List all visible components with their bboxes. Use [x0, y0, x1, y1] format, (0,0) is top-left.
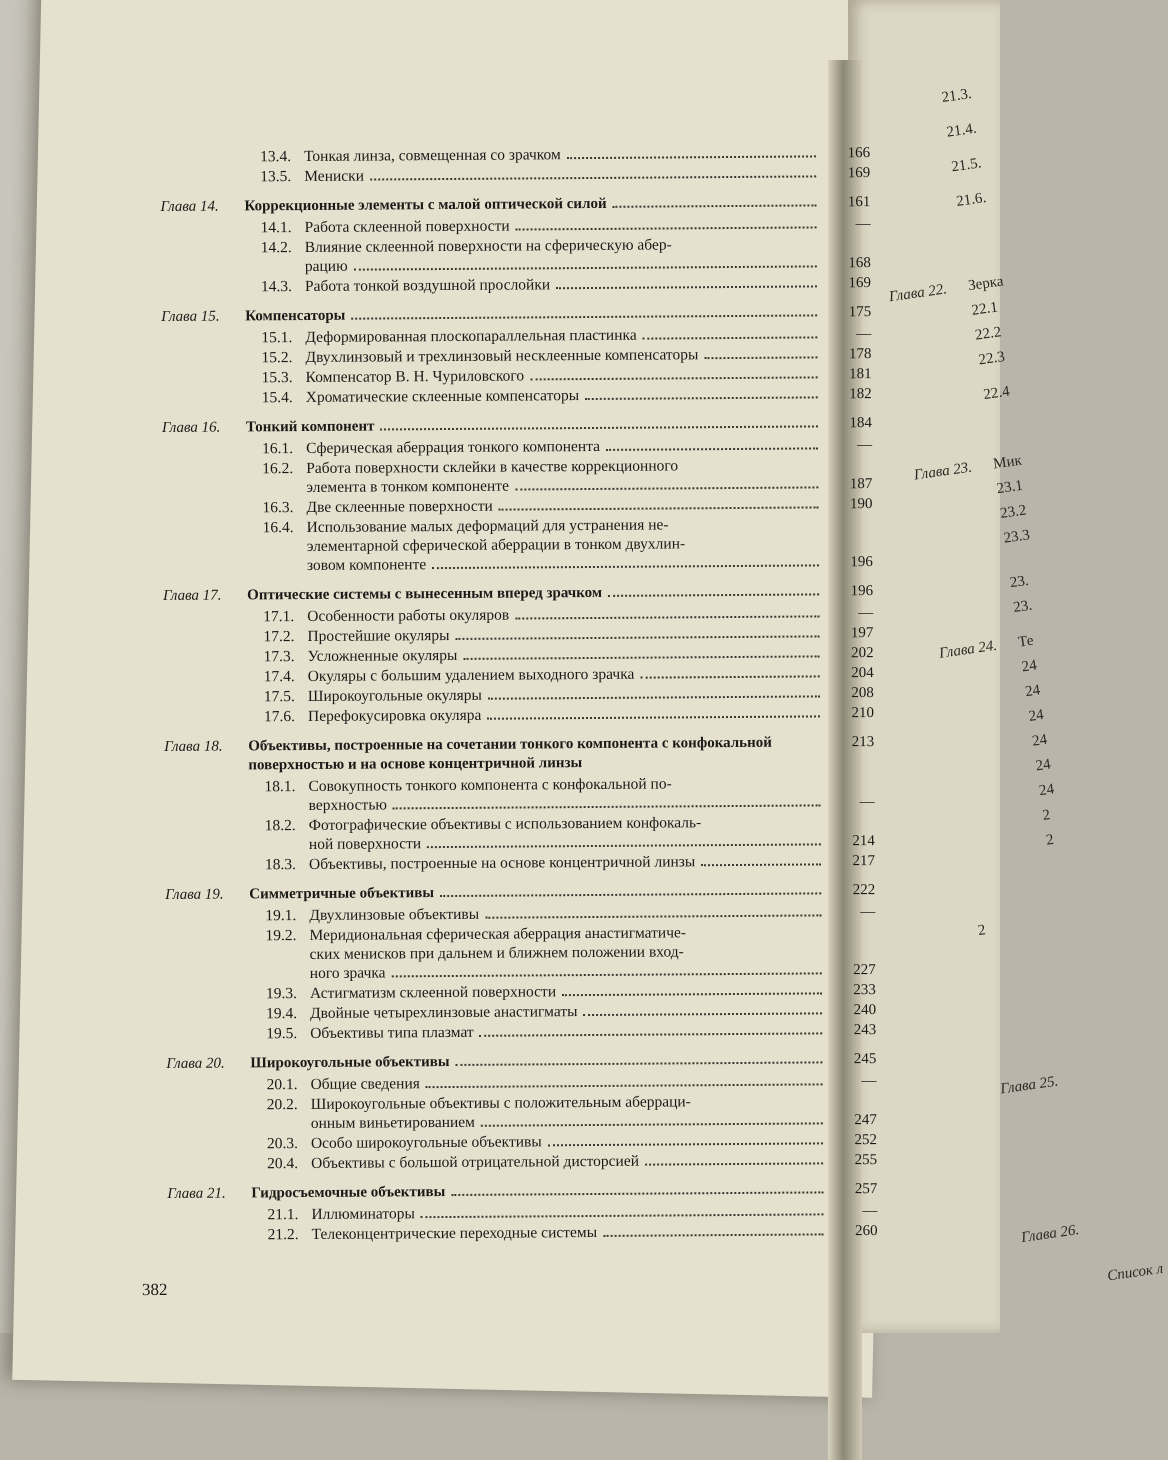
chapter-label: Глава 17. — [163, 586, 247, 606]
chapter-label: Глава 14. — [160, 197, 244, 217]
chapter-page: 213 — [826, 733, 874, 752]
section-page: 240 — [828, 1001, 876, 1020]
toc-chapter — [160, 143, 870, 188]
section-page: — — [822, 215, 870, 234]
chapter-heading — [166, 1050, 876, 1074]
section-title: ного зрачка — [310, 963, 386, 983]
section-title: Меридиональная сферическая аберрация анастигматиче- — [309, 922, 875, 945]
right-section-fragment: 24 — [1028, 707, 1045, 726]
section-title: Две склеенные поверхности — [306, 497, 492, 517]
section-page: — — [827, 903, 875, 922]
chapter-heading — [161, 303, 871, 327]
right-section-fragment: 22.2 — [974, 324, 1002, 344]
right-section-fragment: 2 — [1042, 807, 1052, 825]
section-page: 178 — [823, 345, 871, 364]
right-chapter-label: Глава 23. — [913, 460, 973, 485]
chapter-title: Объективы, построенные на сочетании тонкого компонента с конфокальной поверхностью и на основе концентричной линзы — [248, 733, 826, 775]
section-title: Окуляры с большим удалением выходного зрачка — [308, 665, 635, 686]
section-number: 19.1. — [265, 906, 309, 925]
dot-leader — [613, 204, 817, 207]
section-title: Широкоугольные объективы с положительным аберраци- — [311, 1091, 877, 1114]
chapter-title: Тонкий компонент — [246, 418, 375, 438]
section-number: 16.1. — [262, 439, 306, 458]
section-number: 20.1. — [266, 1075, 310, 1094]
section-title: Общие сведения — [310, 1074, 419, 1094]
dot-leader — [463, 655, 819, 659]
section-number: 17.3. — [263, 647, 307, 666]
right-chapter-label: Список л — [1106, 1261, 1164, 1286]
section-title: Использование малых деформаций для устранения не- — [307, 514, 873, 537]
section-title: Двухлинзовые объективы — [309, 905, 479, 925]
section-number: 16.3. — [262, 498, 306, 517]
chapter-label: Глава 21. — [167, 1184, 251, 1204]
chapter-heading — [160, 193, 870, 217]
section-page: — — [823, 325, 871, 344]
right-chapter-label: Глава 25. — [999, 1074, 1059, 1099]
section-page: 260 — [830, 1222, 878, 1241]
section-number: 18.1. — [264, 777, 308, 796]
section-page: 227 — [828, 961, 876, 980]
section-title: онным виньетированием — [311, 1113, 475, 1133]
section-title: Тонкая линза, совмещенная со зрачком — [304, 145, 561, 166]
dot-leader — [499, 506, 819, 510]
section-page: 210 — [826, 704, 874, 723]
chapter-page: 196 — [825, 582, 873, 601]
chapter-page: 161 — [822, 193, 870, 212]
section-page: — — [829, 1202, 877, 1221]
section-title: Объективы с большой отрицательной дисторсией — [311, 1152, 639, 1173]
section-title: Работа склеенной поверхности — [304, 217, 509, 237]
dot-leader — [351, 314, 817, 319]
section-page: 166 — [822, 144, 870, 163]
section-page: — — [825, 604, 873, 623]
dot-leader — [556, 285, 817, 289]
section-row — [162, 384, 872, 409]
section-number: 13.4. — [260, 147, 304, 166]
section-title: Объективы, построенные на основе концентричной линзы — [309, 852, 695, 874]
section-page: 169 — [822, 164, 870, 183]
dot-leader — [585, 396, 818, 400]
chapter-page: 257 — [829, 1180, 877, 1199]
section-number: 17.2. — [263, 627, 307, 646]
section-title: Двухлинзовый и трехлинзовый несклеенные компенсаторы — [305, 345, 698, 367]
section-title: Телеконцентрические переходные системы — [312, 1223, 598, 1244]
section-page: 204 — [826, 664, 874, 683]
right-section-fragment: 23.1 — [996, 478, 1024, 498]
section-title: Особо широкоугольные объективы — [311, 1132, 542, 1153]
chapter-label: Глава 18. — [164, 737, 248, 757]
section-page: 202 — [825, 644, 873, 663]
section-title: Сферическая аберрация тонкого компонента — [306, 437, 600, 458]
dot-leader — [480, 1032, 823, 1036]
section-number: 19.4. — [266, 1004, 310, 1023]
chapter-title: Широкоугольные объективы — [250, 1053, 449, 1073]
section-page: 182 — [824, 385, 872, 404]
dot-leader — [584, 1012, 823, 1016]
right-chapter-label: Глава 22. — [888, 281, 948, 306]
dot-leader — [451, 1191, 823, 1196]
dot-leader — [548, 1142, 823, 1146]
section-page: 169 — [823, 274, 871, 293]
section-title: Мениски — [304, 167, 364, 186]
right-chapter-label: Глава 26. — [1020, 1222, 1080, 1247]
dot-leader — [643, 336, 818, 339]
section-title: Совокупность тонкого компонента с конфокальной по- — [308, 773, 874, 796]
dot-leader — [370, 175, 816, 180]
section-title: ских менисков при дальнем и ближнем положении вход- — [310, 941, 876, 964]
dot-leader — [488, 695, 820, 699]
right-section-fragment: 24 — [1024, 682, 1041, 701]
section-title: Усложненные окуляры — [307, 646, 457, 666]
right-section-fragment: 2 — [1045, 832, 1055, 850]
dot-leader — [704, 356, 817, 359]
section-page: 255 — [829, 1151, 877, 1170]
section-number: 20.4. — [267, 1154, 311, 1173]
section-title: рацию — [305, 257, 348, 276]
section-title: ной поверхности — [309, 834, 421, 854]
right-chapter-label: Глава 24. — [938, 638, 998, 663]
right-section-fragment: 24 — [1031, 732, 1048, 751]
section-title: Широкоугольные окуляры — [308, 686, 482, 706]
section-title: зовом компоненте — [307, 555, 426, 575]
section-number: 19.5. — [266, 1024, 310, 1043]
chapter-title: Симметричные объективы — [249, 884, 434, 904]
section-title: верхностью — [309, 795, 387, 815]
section-number: 15.4. — [262, 388, 306, 407]
dot-leader — [640, 675, 819, 678]
chapter-label: Глава 16. — [162, 418, 246, 438]
right-section-fragment: 21.3. — [941, 86, 973, 107]
right-section-fragment: 23.3 — [1003, 527, 1031, 547]
section-page: 196 — [825, 553, 873, 572]
dot-leader — [392, 972, 822, 977]
section-page: 190 — [824, 495, 872, 514]
dot-leader — [606, 447, 818, 450]
dot-leader — [645, 1162, 823, 1165]
dot-leader — [426, 1083, 823, 1088]
chapter-heading — [164, 733, 874, 776]
dot-leader — [380, 425, 818, 430]
dot-leader — [485, 914, 821, 918]
section-title: Компенсатор В. Н. Чуриловского — [306, 366, 525, 387]
right-section-fragment: 22.3 — [978, 349, 1006, 369]
dot-leader — [455, 635, 819, 640]
chapter-label: Глава 20. — [166, 1054, 250, 1074]
section-page: 247 — [829, 1111, 877, 1130]
right-section-fragment: Мик — [992, 453, 1023, 474]
dot-leader — [530, 376, 818, 380]
page-number: 382 — [142, 1280, 168, 1300]
dot-leader — [487, 715, 820, 719]
section-number: 19.3. — [266, 984, 310, 1003]
chapter-page: 175 — [823, 303, 871, 322]
right-section-fragment: 21.4. — [946, 121, 978, 142]
toc-chapter — [163, 582, 874, 728]
section-title: Работа тонкой воздушной прослойки — [305, 275, 550, 296]
chapter-page: 222 — [827, 881, 875, 900]
section-number: 17.6. — [264, 707, 308, 726]
right-section-fragment: Зерка — [967, 273, 1004, 295]
chapter-heading — [162, 414, 872, 438]
section-title: Работа поверхности склейки в качестве коррекционного — [306, 455, 872, 478]
chapter-label: Глава 19. — [165, 885, 249, 905]
section-page: 181 — [824, 365, 872, 384]
section-page: 168 — [823, 254, 871, 273]
chapter-label: Глава 15. — [161, 307, 245, 327]
dot-leader — [427, 843, 821, 848]
dot-leader — [608, 593, 819, 596]
chapter-heading — [165, 881, 875, 905]
toc-chapter — [160, 193, 871, 298]
section-page: — — [824, 436, 872, 455]
section-number: 20.3. — [267, 1134, 311, 1153]
toc-chapter — [162, 414, 873, 577]
dot-leader — [515, 486, 818, 490]
section-number: 15.3. — [262, 368, 306, 387]
section-page: 217 — [827, 852, 875, 871]
section-number: 21.1. — [267, 1205, 311, 1224]
section-title: Астигматизм склеенной поверхности — [310, 982, 556, 1003]
chapter-page: 245 — [828, 1050, 876, 1069]
section-title: Деформированная плоскопараллельная пластинка — [305, 326, 636, 347]
chapter-heading — [167, 1180, 877, 1204]
chapter-title: Гидросъемочные объективы — [251, 1183, 445, 1203]
section-page: 233 — [828, 981, 876, 1000]
toc-chapter — [165, 881, 876, 1045]
section-number: 13.5. — [260, 167, 304, 186]
section-number: 20.2. — [267, 1095, 311, 1114]
section-row — [160, 163, 870, 188]
section-row — [168, 1221, 878, 1246]
dot-leader — [456, 1061, 823, 1066]
section-row — [165, 851, 875, 876]
right-section-fragment: 23.2 — [999, 502, 1027, 522]
right-section-fragment: 2 — [977, 922, 987, 940]
section-page: 214 — [827, 832, 875, 851]
toc-chapter — [161, 303, 872, 409]
right-section-fragment: 22.4 — [982, 384, 1010, 404]
dot-leader — [701, 863, 821, 866]
section-page: 208 — [826, 684, 874, 703]
section-row — [164, 703, 874, 728]
toc-chapter — [167, 1180, 877, 1246]
section-number: 16.4. — [263, 518, 307, 537]
right-section-fragment: 23. — [1009, 573, 1030, 592]
dot-leader — [603, 1233, 823, 1237]
dot-leader — [421, 1213, 824, 1218]
dot-leader — [515, 615, 819, 619]
section-continuation — [163, 552, 873, 577]
section-title: Перефокусировка окуляра — [308, 706, 482, 726]
dot-leader — [393, 804, 821, 809]
chapter-page: 184 — [824, 414, 872, 433]
right-section-fragment: 24 — [1038, 781, 1055, 800]
section-page: — — [828, 1072, 876, 1091]
dot-leader — [481, 1122, 823, 1126]
section-number: 19.2. — [265, 926, 309, 945]
section-row — [167, 1150, 877, 1175]
section-number: 17.5. — [264, 687, 308, 706]
dot-leader — [516, 226, 817, 230]
section-row — [161, 273, 871, 298]
chapter-title: Коррекционные элементы с малой оптической силой — [244, 195, 606, 217]
section-number: 17.1. — [263, 607, 307, 626]
section-number: 16.2. — [262, 459, 306, 478]
chapter-heading — [163, 582, 873, 606]
right-section-fragment: 21.5. — [950, 155, 982, 176]
section-title: элемента в тонком компоненте — [306, 477, 509, 497]
section-title: Объективы типа плазмат — [310, 1023, 474, 1043]
toc-chapter — [164, 733, 875, 876]
section-number: 14.2. — [261, 238, 305, 257]
section-number: 18.2. — [265, 816, 309, 835]
chapter-title: Компенсаторы — [245, 307, 345, 327]
section-number: 14.3. — [261, 277, 305, 296]
right-section-fragment: Те — [1017, 633, 1034, 652]
section-page: 243 — [828, 1021, 876, 1040]
section-number: 17.4. — [264, 667, 308, 686]
section-row — [166, 1020, 876, 1045]
section-number: 14.1. — [260, 218, 304, 237]
chapter-title: Оптические системы с вынесенным вперед зрачком — [247, 584, 602, 605]
dot-leader — [432, 564, 819, 569]
section-title: Хроматические склеенные компенсаторы — [306, 386, 579, 407]
right-section-fragment: 22.1 — [971, 299, 999, 319]
dot-leader — [354, 265, 817, 270]
dot-leader — [562, 992, 822, 996]
table-of-contents — [160, 143, 878, 1256]
dot-leader — [440, 892, 821, 897]
section-page: 187 — [824, 475, 872, 494]
dot-leader — [567, 155, 816, 159]
section-page: — — [827, 793, 875, 812]
section-number: 21.2. — [268, 1225, 312, 1244]
section-title: Простейшие окуляры — [307, 626, 449, 646]
section-title: Влияние склеенной поверхности на сферическую абер- — [305, 234, 871, 257]
section-page: 252 — [829, 1131, 877, 1150]
section-title: Особенности работы окуляров — [307, 606, 509, 626]
section-number: 15.1. — [261, 328, 305, 347]
right-section-fragment: 21.6. — [955, 190, 987, 211]
right-section-fragment: 24 — [1035, 757, 1052, 776]
toc-chapter — [166, 1050, 877, 1175]
section-number: 15.2. — [261, 348, 305, 367]
section-title: Иллюминаторы — [311, 1204, 415, 1224]
right-section-fragment: 24 — [1021, 657, 1038, 676]
section-page: 197 — [825, 624, 873, 643]
section-title: Фотографические объективы с использованием конфокаль- — [309, 812, 875, 835]
right-section-fragment: 23. — [1012, 598, 1033, 617]
section-title: элементарной сферической аберрации в тонком двухлин- — [307, 533, 873, 556]
section-title: Двойные четырехлинзовые анастигматы — [310, 1002, 578, 1023]
section-number: 18.3. — [265, 855, 309, 874]
